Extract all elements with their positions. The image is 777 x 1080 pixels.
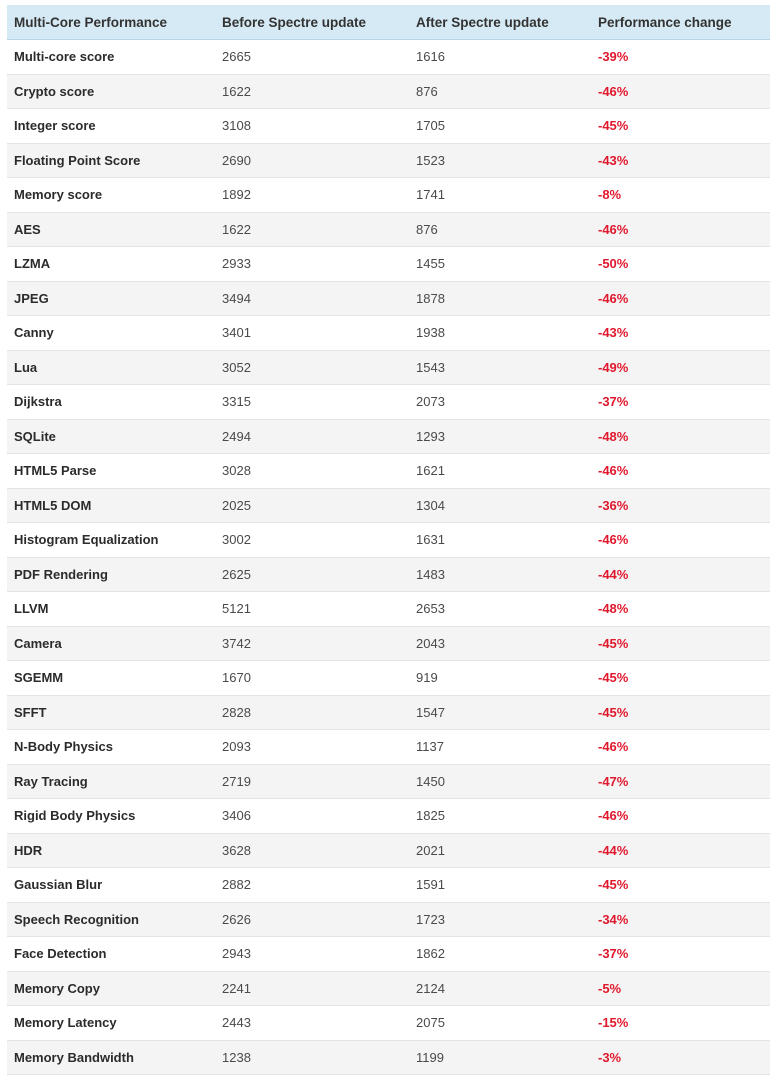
metric-cell: LZMA [7,247,215,282]
performance-table-container [7,5,770,1075]
metric-cell: SQLite [7,419,215,454]
table-row [7,764,770,799]
change-value-cell: -44% [591,833,770,868]
change-value-cell: -36% [591,488,770,523]
after-value-cell: 1616 [409,40,591,75]
metric-cell: N-Body Physics [7,730,215,765]
table-header [7,5,770,40]
change-value-cell: -37% [591,937,770,972]
metric-cell: Memory Copy [7,971,215,1006]
after-value-cell: 1293 [409,419,591,454]
metric-cell: Lua [7,350,215,385]
change-value-cell: -46% [591,730,770,765]
after-value-cell: 919 [409,661,591,696]
table-body [7,40,770,1075]
table-row [7,592,770,627]
change-value-cell: -8% [591,178,770,213]
metric-cell: Dijkstra [7,385,215,420]
header-row [7,5,770,40]
table-row [7,212,770,247]
table-row [7,833,770,868]
table-row [7,937,770,972]
after-value-cell: 1723 [409,902,591,937]
metric-cell: Canny [7,316,215,351]
before-value-cell: 3406 [215,799,409,834]
before-value-cell: 1622 [215,74,409,109]
change-value-cell: -39% [591,40,770,75]
table-row [7,454,770,489]
metric-cell: Multi-core score [7,40,215,75]
metric-cell: Floating Point Score [7,143,215,178]
after-value-cell: 2021 [409,833,591,868]
table-row [7,350,770,385]
metric-cell: SFFT [7,695,215,730]
metric-cell: HTML5 DOM [7,488,215,523]
change-value-cell: -46% [591,454,770,489]
after-value-cell: 876 [409,74,591,109]
before-value-cell: 3028 [215,454,409,489]
metric-cell: Ray Tracing [7,764,215,799]
metric-cell: HTML5 Parse [7,454,215,489]
after-value-cell: 1878 [409,281,591,316]
before-value-cell: 3052 [215,350,409,385]
performance-table [7,5,770,1075]
table-row [7,971,770,1006]
after-value-cell: 1523 [409,143,591,178]
before-value-cell: 2093 [215,730,409,765]
change-value-cell: -48% [591,592,770,627]
table-row [7,385,770,420]
header-before: Before Spectre update [215,5,409,40]
table-row [7,730,770,765]
change-value-cell: -15% [591,1006,770,1041]
table-row [7,109,770,144]
after-value-cell: 1741 [409,178,591,213]
metric-cell: Speech Recognition [7,902,215,937]
metric-cell: AES [7,212,215,247]
after-value-cell: 1483 [409,557,591,592]
after-value-cell: 2653 [409,592,591,627]
header-change: Performance change [591,5,770,40]
change-value-cell: -50% [591,247,770,282]
after-value-cell: 1304 [409,488,591,523]
metric-cell: LLVM [7,592,215,627]
metric-cell: HDR [7,833,215,868]
change-value-cell: -49% [591,350,770,385]
table-row [7,695,770,730]
metric-cell: Face Detection [7,937,215,972]
table-row [7,488,770,523]
metric-cell: Crypto score [7,74,215,109]
after-value-cell: 1543 [409,350,591,385]
table-row [7,178,770,213]
before-value-cell: 2025 [215,488,409,523]
change-value-cell: -45% [591,868,770,903]
after-value-cell: 1621 [409,454,591,489]
before-value-cell: 3742 [215,626,409,661]
before-value-cell: 3108 [215,109,409,144]
before-value-cell: 2943 [215,937,409,972]
change-value-cell: -45% [591,695,770,730]
metric-cell: Gaussian Blur [7,868,215,903]
before-value-cell: 2665 [215,40,409,75]
before-value-cell: 3494 [215,281,409,316]
table-row [7,143,770,178]
metric-cell: Memory score [7,178,215,213]
after-value-cell: 1862 [409,937,591,972]
before-value-cell: 3315 [215,385,409,420]
after-value-cell: 1199 [409,1040,591,1075]
before-value-cell: 2828 [215,695,409,730]
after-value-cell: 1825 [409,799,591,834]
table-row [7,799,770,834]
change-value-cell: -45% [591,661,770,696]
change-value-cell: -45% [591,626,770,661]
table-row [7,247,770,282]
metric-cell: Camera [7,626,215,661]
change-value-cell: -44% [591,557,770,592]
before-value-cell: 2933 [215,247,409,282]
after-value-cell: 1547 [409,695,591,730]
change-value-cell: -46% [591,281,770,316]
metric-cell: Integer score [7,109,215,144]
change-value-cell: -47% [591,764,770,799]
table-row [7,281,770,316]
header-after: After Spectre update [409,5,591,40]
table-row [7,902,770,937]
table-row [7,661,770,696]
table-row [7,40,770,75]
before-value-cell: 2882 [215,868,409,903]
before-value-cell: 5121 [215,592,409,627]
before-value-cell: 3401 [215,316,409,351]
table-row [7,1006,770,1041]
table-row [7,626,770,661]
table-row [7,419,770,454]
change-value-cell: -46% [591,799,770,834]
change-value-cell: -45% [591,109,770,144]
after-value-cell: 1591 [409,868,591,903]
change-value-cell: -43% [591,143,770,178]
metric-cell: Rigid Body Physics [7,799,215,834]
after-value-cell: 2043 [409,626,591,661]
before-value-cell: 1892 [215,178,409,213]
before-value-cell: 2494 [215,419,409,454]
metric-cell: PDF Rendering [7,557,215,592]
after-value-cell: 2124 [409,971,591,1006]
before-value-cell: 3628 [215,833,409,868]
table-row [7,523,770,558]
after-value-cell: 1137 [409,730,591,765]
after-value-cell: 1705 [409,109,591,144]
after-value-cell: 1450 [409,764,591,799]
change-value-cell: -46% [591,212,770,247]
table-row [7,1040,770,1075]
after-value-cell: 1455 [409,247,591,282]
metric-cell: JPEG [7,281,215,316]
after-value-cell: 876 [409,212,591,247]
metric-cell: Histogram Equalization [7,523,215,558]
before-value-cell: 1622 [215,212,409,247]
header-metric: Multi-Core Performance [7,5,215,40]
before-value-cell: 1238 [215,1040,409,1075]
table-row [7,74,770,109]
change-value-cell: -3% [591,1040,770,1075]
before-value-cell: 3002 [215,523,409,558]
metric-cell: Memory Latency [7,1006,215,1041]
table-row [7,557,770,592]
after-value-cell: 1938 [409,316,591,351]
after-value-cell: 1631 [409,523,591,558]
change-value-cell: -46% [591,523,770,558]
before-value-cell: 2443 [215,1006,409,1041]
change-value-cell: -46% [591,74,770,109]
table-row [7,868,770,903]
after-value-cell: 2073 [409,385,591,420]
change-value-cell: -48% [591,419,770,454]
metric-cell: Memory Bandwidth [7,1040,215,1075]
table-row [7,316,770,351]
change-value-cell: -43% [591,316,770,351]
change-value-cell: -37% [591,385,770,420]
before-value-cell: 2719 [215,764,409,799]
change-value-cell: -34% [591,902,770,937]
before-value-cell: 2241 [215,971,409,1006]
after-value-cell: 2075 [409,1006,591,1041]
metric-cell: SGEMM [7,661,215,696]
before-value-cell: 1670 [215,661,409,696]
before-value-cell: 2626 [215,902,409,937]
before-value-cell: 2625 [215,557,409,592]
change-value-cell: -5% [591,971,770,1006]
before-value-cell: 2690 [215,143,409,178]
